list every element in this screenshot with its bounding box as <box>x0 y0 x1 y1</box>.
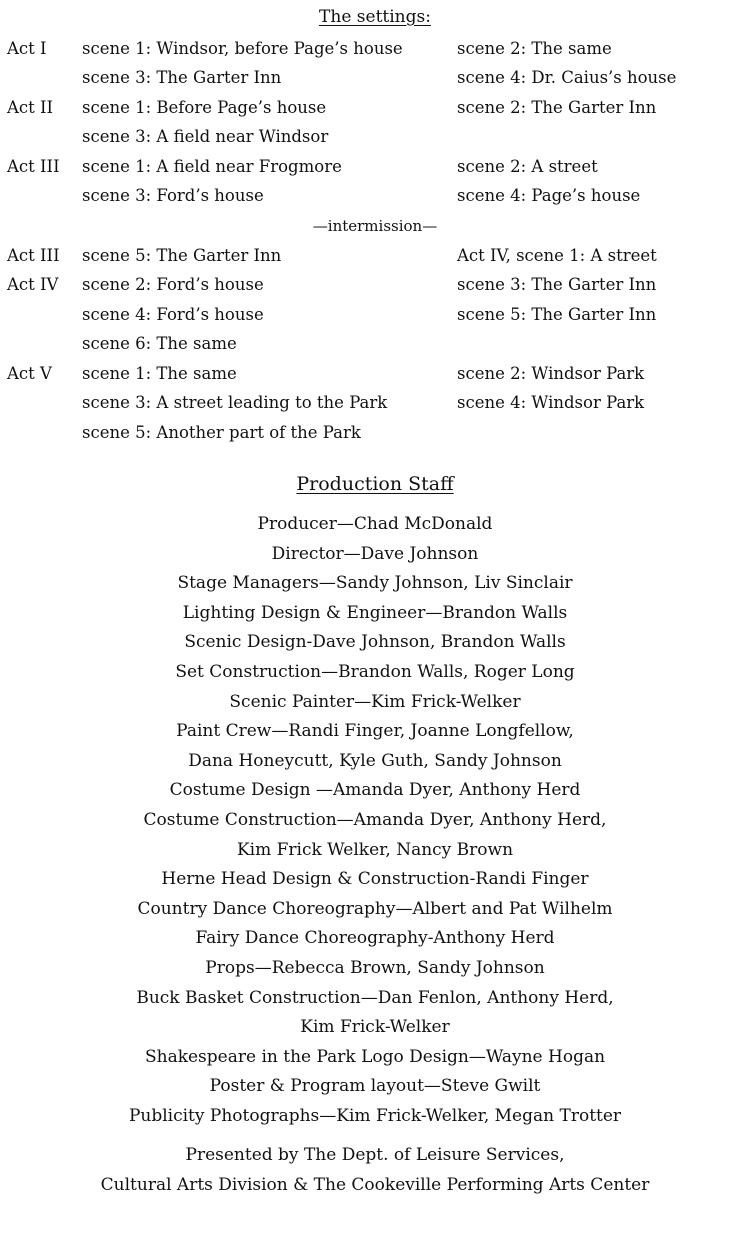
staff-credit: Props—Rebecca Brown, Sandy Johnson <box>205 957 545 978</box>
staff-credit: Publicity Photographs—Kim Frick-Welker, Megan Trotter <box>128 1105 622 1126</box>
settings-row <box>0 243 750 269</box>
scene-entry: scene 3: The Garter Inn <box>82 68 282 87</box>
staff-credit: Shakespeare in the Park Logo Design—Wayne Hogan <box>144 1046 606 1067</box>
act-label: Act I <box>7 39 47 58</box>
staff-credit: Scenic Painter—Kim Frick-Welker <box>229 691 521 712</box>
settings-row <box>0 390 750 416</box>
intermission-label: —intermission— <box>312 217 438 235</box>
scene-entry: scene 3: A street leading to the Park <box>82 393 388 412</box>
staff-credit: Kim Frick Welker, Nancy Brown <box>236 839 514 860</box>
presented-by-line: Presented by The Dept. of Leisure Services, <box>185 1145 565 1165</box>
scene-entry: Act IV, scene 1: A street <box>457 246 657 265</box>
staff-credit: Scenic Design-Dave Johnson, Brandon Walls <box>184 632 566 653</box>
scene-entry: scene 1: Before Page’s house <box>82 98 327 117</box>
scene-entry: scene 3: A field near Windsor <box>82 127 329 146</box>
settings-row <box>0 36 750 62</box>
scene-entry: scene 2: A street <box>457 157 598 176</box>
settings-row <box>0 272 750 298</box>
staff-credit: Producer—Chad McDonald <box>257 514 493 534</box>
scene-entry: scene 5: The Garter Inn <box>82 246 282 265</box>
act-label: Act III <box>7 246 60 265</box>
scene-entry: scene 5: Another part of the Park <box>82 423 361 442</box>
scene-entry: scene 4: Dr. Caius’s house <box>457 68 677 87</box>
scene-entry: scene 1: Windsor, before Page’s house <box>82 39 403 58</box>
scene-entry: scene 2: The Garter Inn <box>457 98 657 117</box>
scene-entry: scene 1: The same <box>82 364 237 383</box>
scene-entry: scene 6: The same <box>82 334 237 353</box>
staff-credit: Dana Honeycutt, Kyle Guth, Sandy Johnson <box>188 750 562 771</box>
act-label: Act IV <box>7 275 59 294</box>
act-label: Act III <box>7 157 60 176</box>
act-label: Act II <box>7 98 54 117</box>
scene-entry: scene 5: The Garter Inn <box>457 305 657 324</box>
production-staff-list <box>0 510 750 1131</box>
scene-entry: scene 3: The Garter Inn <box>457 275 657 294</box>
scene-entry: scene 4: Windsor Park <box>457 393 645 412</box>
scene-entry: scene 2: Ford’s house <box>82 275 264 294</box>
scene-entry: scene 2: Windsor Park <box>457 364 645 383</box>
settings-row <box>0 302 750 328</box>
staff-credit: Buck Basket Construction—Dan Fenlon, Anthony Herd, <box>136 987 614 1008</box>
staff-credit: Stage Managers—Sandy Johnson, Liv Sinclair <box>177 573 573 594</box>
staff-credit: Costume Design —Amanda Dyer, Anthony Herd <box>169 780 581 801</box>
production-staff-heading: Production Staff <box>296 473 454 495</box>
settings-row <box>0 183 750 209</box>
presented-by-line: Cultural Arts Division & The Cookeville Performing Arts Center <box>100 1175 650 1195</box>
staff-credit: Kim Frick-Welker <box>300 1017 450 1038</box>
staff-credit: Fairy Dance Choreography-Anthony Herd <box>195 928 555 949</box>
staff-credit: Costume Construction—Amanda Dyer, Anthony Herd, <box>143 809 607 830</box>
scene-entry: scene 4: Ford’s house <box>82 305 264 324</box>
scene-entry: scene 1: A field near Frogmore <box>82 157 342 176</box>
settings-row <box>0 331 750 357</box>
settings-row <box>0 95 750 121</box>
presented-by <box>0 1140 750 1200</box>
scene-entry: scene 3: Ford’s house <box>82 186 264 205</box>
settings-row <box>0 361 750 387</box>
staff-credit: Lighting Design & Engineer—Brandon Walls <box>182 602 568 623</box>
staff-credit: Set Construction—Brandon Walls, Roger Long <box>175 661 575 682</box>
staff-credit: Director—Dave Johnson <box>271 543 479 564</box>
scene-entry: scene 4: Page’s house <box>457 186 641 205</box>
settings-heading: The settings: <box>319 7 431 27</box>
act-label: Act V <box>7 364 52 383</box>
settings-row <box>0 65 750 91</box>
settings-row <box>0 420 750 446</box>
staff-credit: Herne Head Design & Construction-Randi Finger <box>161 869 589 890</box>
settings-row <box>0 154 750 180</box>
staff-credit: Poster & Program layout—Steve Gwilt <box>209 1076 541 1097</box>
staff-credit: Country Dance Choreography—Albert and Pat Wilhelm <box>137 898 613 919</box>
settings-row <box>0 124 750 150</box>
staff-credit: Paint Crew—Randi Finger, Joanne Longfellow, <box>176 721 574 742</box>
scene-entry: scene 2: The same <box>457 39 612 58</box>
